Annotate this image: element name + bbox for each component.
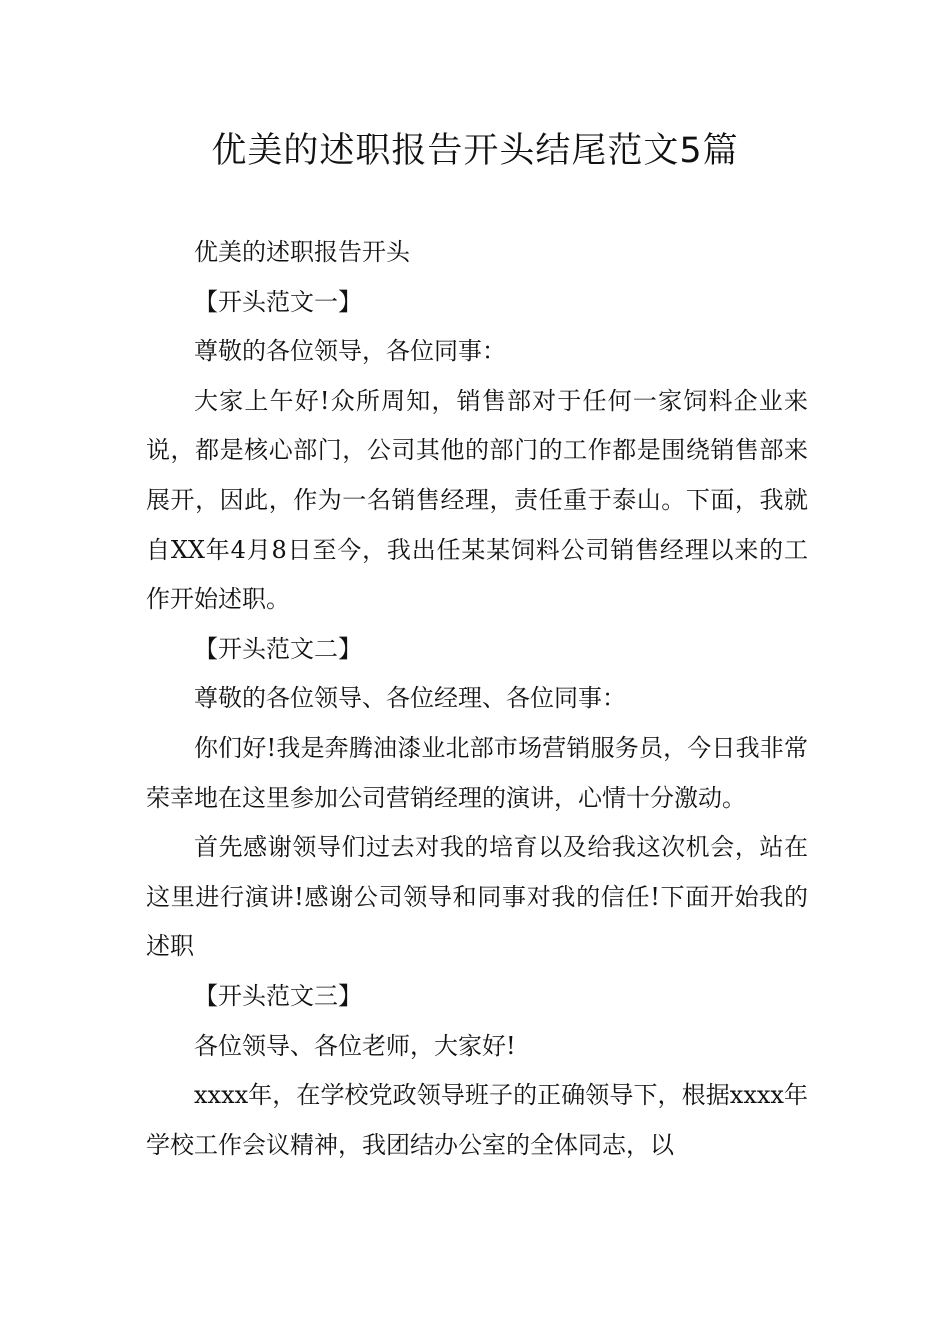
paragraph-body-two-continued: 首先感谢领导们过去对我的培育以及给我这次机会，站在这里进行演讲!感谢公司领导和同事对我的信任!下面开始我的述职 [146,833,808,961]
paragraph-body-three: xxxx年，在学校党政领导班子的正确领导下，根据xxxx年学校工作会议精神，我团结办公室的全体同志，以 [146,1081,808,1159]
paragraph-section-heading: 优美的述职报告开头 [194,238,410,266]
paragraph-body-one: 大家上午好!众所周知，销售部对于任何一家饲料企业来说，都是核心部门，公司其他的部门的工作都是围绕销售部来展开，因此，作为一名销售经理，责任重于泰山。下面，我就自XX年4月8日至今，我出任某某饲料公司销售经理以来的工作开始述职。 [146,386,808,614]
paragraph-salutation-two: 尊敬的各位领导、各位经理、各位同事： [194,684,626,713]
document-body [146,228,808,1170]
paragraph-salutation-one: 尊敬的各位领导，各位同事： [194,337,506,366]
paragraph-sample-two-label: 【开头范文二】 [194,634,362,663]
paragraph-sample-one-label: 【开头范文一】 [194,287,362,316]
paragraph-body-two: 你们好!我是奔腾油漆业北部市场营销服务员，今日我非常荣幸地在这里参加公司营销经理的演讲，心情十分激动。 [146,733,808,812]
paragraph-sample-three-label: 【开头范文三】 [194,981,362,1010]
paragraph-salutation-three: 各位领导、各位老师，大家好! [194,1031,516,1060]
document-title: 优美的述职报告开头结尾范文5篇 [211,131,739,171]
